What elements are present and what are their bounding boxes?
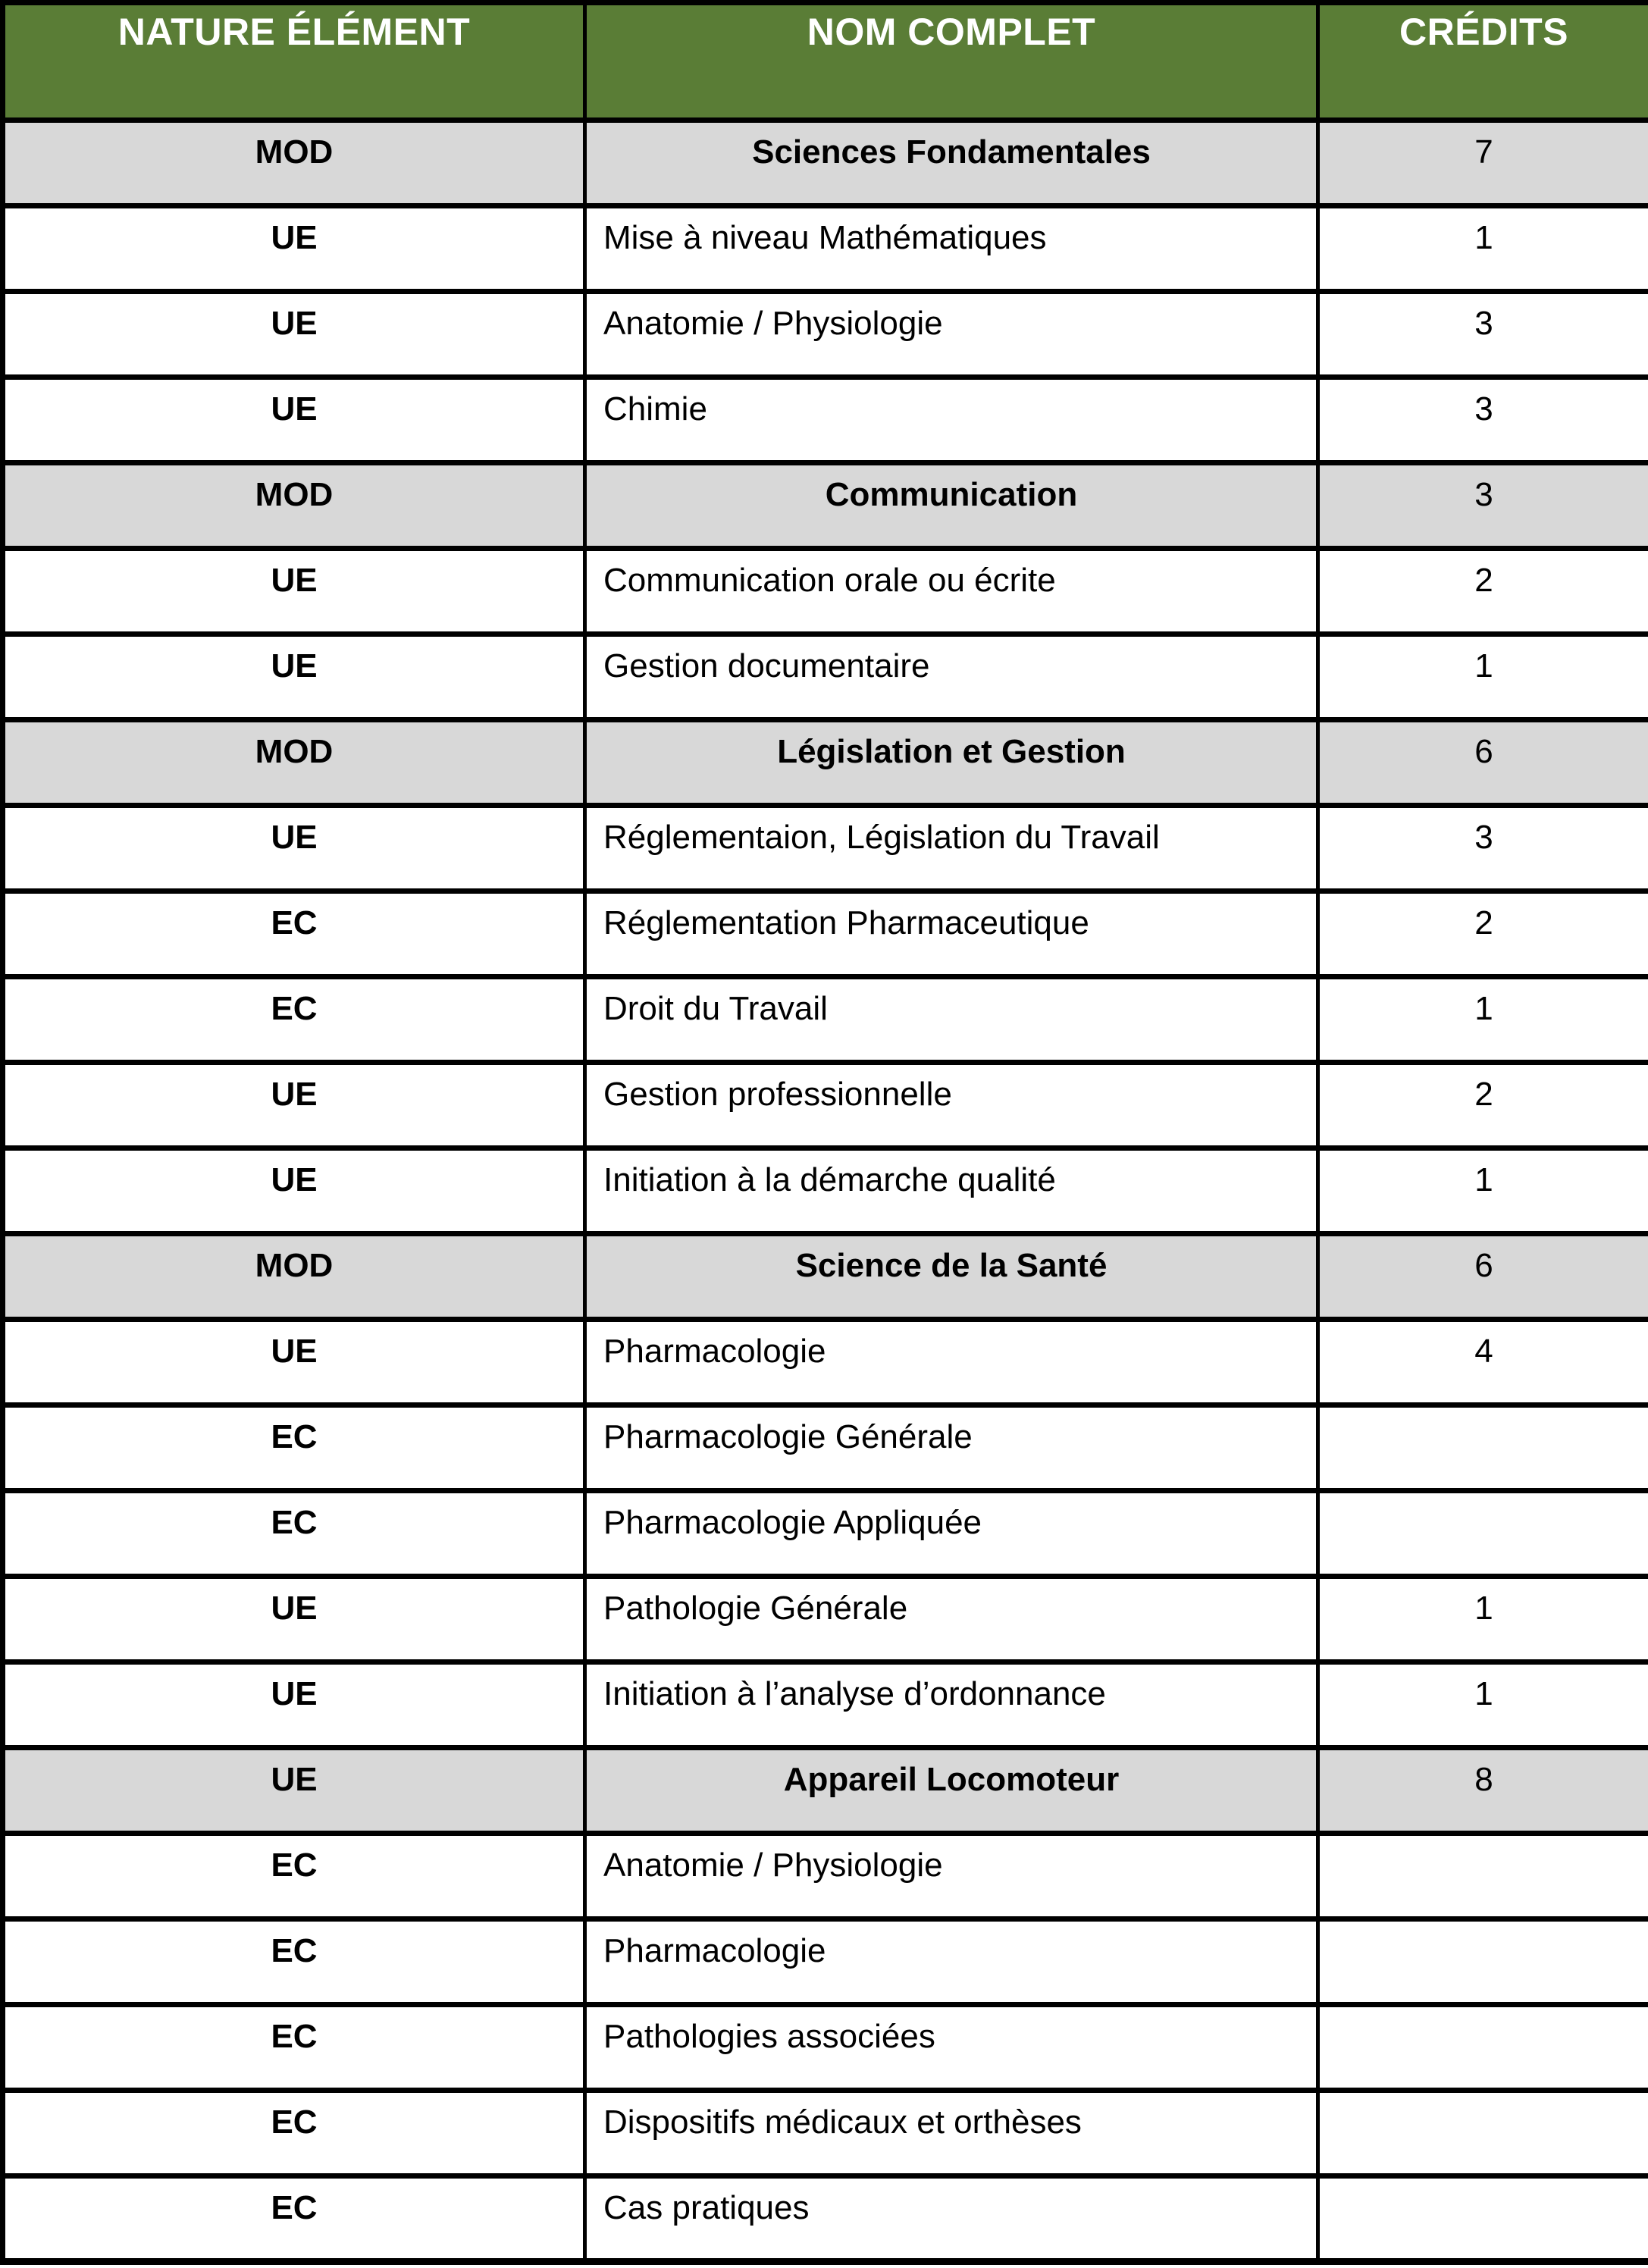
table-row [3,206,1648,292]
table-row [3,463,1648,549]
cell-nom-complet: Sciences Fondamentales [585,121,1318,206]
cell-nature-element: UE [3,1662,585,1748]
table-row [3,1919,1648,2005]
cell-nom-complet: Communication [585,463,1318,549]
cell-credits: 1 [1318,1662,1648,1748]
table-row [3,1405,1648,1491]
table-header [3,3,1648,121]
cell-credits [1318,1834,1648,1919]
cell-nom-complet: Pharmacologie [585,1919,1318,2005]
table-row [3,2176,1648,2262]
cell-credits: 7 [1318,121,1648,206]
cell-credits: 4 [1318,1320,1648,1405]
cell-nature-element: EC [3,2176,585,2262]
table-row [3,1834,1648,1919]
cell-nom-complet: Initiation à la démarche qualité [585,1148,1318,1234]
table-row [3,1063,1648,1148]
cell-nature-element: MOD [3,463,585,549]
table-row [3,1320,1648,1405]
table-row [3,720,1648,806]
cell-nom-complet: Réglementaion, Législation du Travail [585,806,1318,891]
cell-nature-element: MOD [3,121,585,206]
cell-credits: 8 [1318,1748,1648,1834]
cell-nom-complet: Chimie [585,377,1318,463]
cell-nom-complet: Pharmacologie [585,1320,1318,1405]
cell-nature-element: EC [3,1834,585,1919]
table-row [3,1577,1648,1662]
cell-nature-element: EC [3,1491,585,1577]
cell-credits: 1 [1318,977,1648,1063]
cell-nom-complet: Pharmacologie Générale [585,1405,1318,1491]
header-row [3,3,1648,121]
cell-nature-element: UE [3,549,585,634]
cell-nature-element: UE [3,806,585,891]
cell-credits: 6 [1318,720,1648,806]
table-row [3,1491,1648,1577]
cell-credits: 1 [1318,634,1648,720]
cell-credits: 1 [1318,1148,1648,1234]
table-body [3,121,1648,2262]
table-row [3,977,1648,1063]
cell-credits [1318,1405,1648,1491]
cell-credits: 3 [1318,806,1648,891]
cell-credits: 2 [1318,549,1648,634]
cell-nom-complet: Gestion professionnelle [585,1063,1318,1148]
cell-nom-complet: Cas pratiques [585,2176,1318,2262]
cell-nom-complet: Pharmacologie Appliquée [585,1491,1318,1577]
cell-nom-complet: Législation et Gestion [585,720,1318,806]
cell-nom-complet: Communication orale ou écrite [585,549,1318,634]
cell-nom-complet: Gestion documentaire [585,634,1318,720]
table-row [3,1234,1648,1320]
column-header-credits: CRÉDITS [1318,3,1648,121]
cell-nom-complet: Science de la Santé [585,1234,1318,1320]
cell-nom-complet: Initiation à l’analyse d’ordonnance [585,1662,1318,1748]
cell-nature-element: EC [3,1405,585,1491]
cell-nature-element: UE [3,1320,585,1405]
cell-nature-element: UE [3,1748,585,1834]
table-row [3,1662,1648,1748]
cell-credits: 1 [1318,1577,1648,1662]
cell-nom-complet: Mise à niveau Mathématiques [585,206,1318,292]
cell-nature-element: UE [3,1577,585,1662]
table-row [3,549,1648,634]
cell-credits: 6 [1318,1234,1648,1320]
table-row [3,2091,1648,2176]
cell-nom-complet: Anatomie / Physiologie [585,1834,1318,1919]
column-header-nom-complet: NOM COMPLET [585,3,1318,121]
cell-nature-element: UE [3,634,585,720]
cell-nature-element: UE [3,206,585,292]
cell-nom-complet: Appareil Locomoteur [585,1748,1318,1834]
table-row [3,1748,1648,1834]
cell-nature-element: UE [3,1148,585,1234]
cell-nature-element: EC [3,2091,585,2176]
cell-credits: 1 [1318,206,1648,292]
table-row [3,1148,1648,1234]
cell-credits: 3 [1318,463,1648,549]
table-row [3,891,1648,977]
cell-credits [1318,1919,1648,2005]
cell-nature-element: EC [3,1919,585,2005]
cell-nature-element: EC [3,891,585,977]
table-row [3,806,1648,891]
table-row [3,377,1648,463]
cell-nom-complet: Dispositifs médicaux et orthèses [585,2091,1318,2176]
cell-nature-element: MOD [3,720,585,806]
cell-credits: 2 [1318,891,1648,977]
column-header-nature: NATURE ÉLÉMENT [3,3,585,121]
cell-credits: 3 [1318,292,1648,377]
table-row [3,2005,1648,2091]
cell-credits [1318,2091,1648,2176]
cell-nature-element: UE [3,377,585,463]
cell-nature-element: MOD [3,1234,585,1320]
cell-credits [1318,1491,1648,1577]
cell-credits: 2 [1318,1063,1648,1148]
cell-nature-element: UE [3,292,585,377]
cell-credits [1318,2005,1648,2091]
cell-nature-element: UE [3,1063,585,1148]
table-row [3,634,1648,720]
cell-nom-complet: Pathologies associées [585,2005,1318,2091]
cell-nature-element: EC [3,977,585,1063]
cell-credits: 3 [1318,377,1648,463]
cell-credits [1318,2176,1648,2262]
table-row [3,292,1648,377]
cell-nom-complet: Pathologie Générale [585,1577,1318,1662]
table-row [3,121,1648,206]
cell-nature-element: EC [3,2005,585,2091]
cell-nom-complet: Anatomie / Physiologie [585,292,1318,377]
cell-nom-complet: Réglementation Pharmaceutique [585,891,1318,977]
cell-nom-complet: Droit du Travail [585,977,1318,1063]
